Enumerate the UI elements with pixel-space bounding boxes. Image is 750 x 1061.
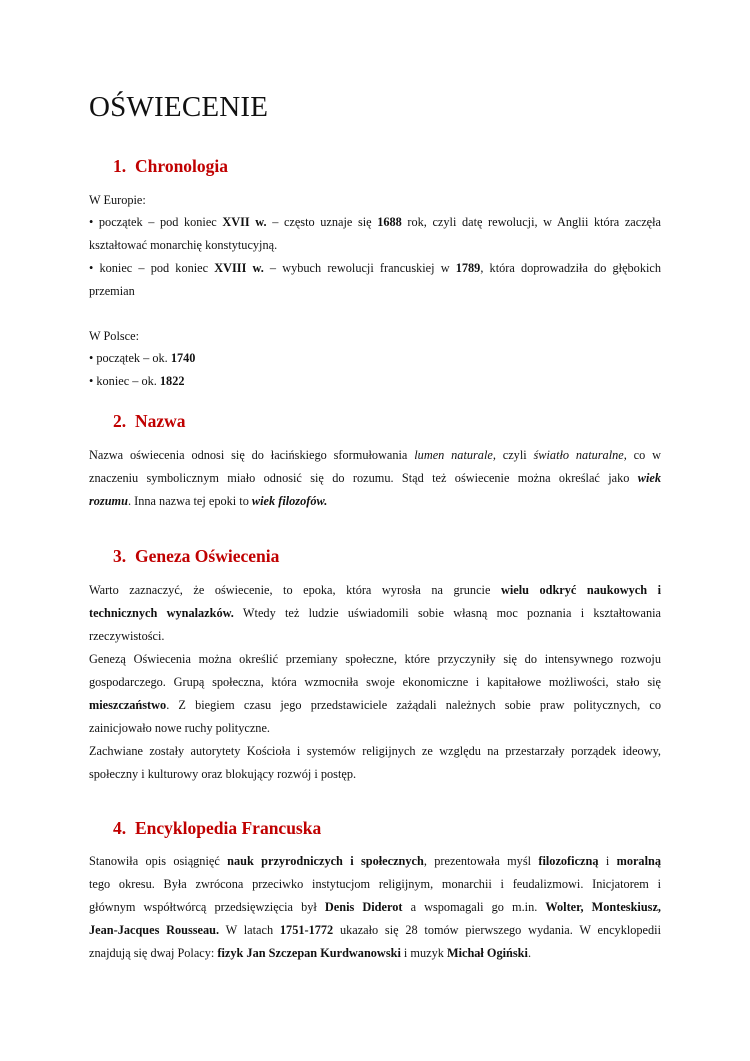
text: i muzyk	[400, 946, 447, 960]
section-title: Geneza Oświecenia	[135, 546, 280, 566]
bold-text: Denis Diderot	[324, 900, 403, 914]
paragraph-line	[89, 743, 661, 759]
section-title: Nazwa	[135, 411, 186, 431]
text: W latach	[219, 923, 280, 937]
section-heading-nazwa	[113, 409, 186, 433]
paragraph-line	[89, 470, 661, 486]
text: . Z biegiem czasu jego przedstawiciele zażądali należnych sobie praw politycznych, co	[166, 698, 661, 712]
text: znaczeniu symbolicznym miało odnosić się do rozumu. Stąd też oświecenie można określać jako	[89, 471, 638, 485]
paragraph-line	[89, 260, 661, 276]
section-number: 4.	[113, 818, 127, 838]
text: Zachwiane zostały autorytety Kościoła i systemów religijnych ze względu na przestarzały porządek ideowy,	[89, 744, 661, 758]
text: tego okresu. Była zwrócona przeciwko instytucjom religijnym, monarchii i feudalizmowi. Inicjatorem i	[89, 877, 661, 891]
text: Stanowiła opis osiągnięć	[89, 854, 228, 868]
paragraph-line	[89, 237, 661, 253]
text: • początek – ok.	[89, 351, 171, 365]
paragraph-line	[89, 605, 661, 621]
text: i	[598, 854, 617, 868]
section-title: Chronologia	[135, 156, 229, 176]
paragraph-line	[89, 283, 661, 299]
italic-text: światło naturalne,	[533, 448, 627, 462]
text: .	[527, 946, 532, 960]
paragraph-line	[89, 447, 661, 463]
bold-text: nauk przyrodniczych i społecznych	[227, 854, 424, 868]
paragraph-line	[89, 720, 661, 736]
paragraph-line	[89, 373, 661, 389]
paragraph-line	[89, 945, 661, 961]
bold-text: technicznych wynalazków.	[89, 606, 234, 620]
bold-text: 1688	[377, 215, 402, 229]
paragraph-line	[89, 493, 661, 509]
paragraph-line	[89, 628, 661, 644]
bold-text: 1740	[170, 351, 196, 365]
text: W Polsce:	[89, 329, 139, 343]
bold-italic-text: wiek	[637, 471, 661, 485]
text: , prezentowała myśl	[423, 854, 539, 868]
paragraph-line	[89, 922, 661, 938]
text: – wybuch rewolucji francuskiej w	[263, 261, 456, 275]
bold-text: 1789	[455, 261, 481, 275]
text: • koniec – ok.	[89, 374, 160, 388]
text: rok, czyli datę rewolucji, w Anglii która zaczęła	[401, 215, 662, 229]
bold-text: wielu odkryć naukowych i	[500, 583, 661, 597]
text: ukazało się 28 tomów pierwszego wydania. W encyklopedii	[333, 923, 661, 937]
text: , która doprowadziła do głębokich	[480, 261, 661, 275]
text: a wspomagali go m.in.	[402, 900, 546, 914]
bold-text: fizyk Jan Szczepan Kurdwanowski	[217, 946, 401, 960]
page-title: OŚWIECENIE	[89, 91, 269, 123]
text: Wtedy też ludzie uświadomili sobie własną moc poznania i kształtowania	[233, 606, 661, 620]
paragraph-line	[89, 697, 661, 713]
section-number: 3.	[113, 546, 127, 566]
text: – często uznaje się	[266, 215, 378, 229]
section-number: 1.	[113, 156, 127, 176]
paragraph-line	[89, 899, 661, 915]
bold-italic-text: wiek filozofów.	[251, 494, 328, 508]
text: czyli	[495, 448, 534, 462]
text: . Inna nazwa tej epoki to	[127, 494, 252, 508]
section-heading-encyklopedia	[113, 816, 321, 840]
section-heading-geneza	[113, 544, 279, 568]
section-heading-chronologia	[113, 154, 228, 178]
paragraph-line	[89, 350, 661, 366]
paragraph-line	[89, 214, 661, 230]
paragraph-line	[89, 192, 661, 208]
text: znajdują się dwaj Polacy:	[89, 946, 218, 960]
bold-text: Jean-Jacques Rousseau.	[89, 923, 220, 937]
bold-text: Michał Ogiński	[446, 946, 528, 960]
bold-italic-text: rozumu	[89, 494, 128, 508]
text: kształtować monarchię konstytucyjną.	[89, 238, 278, 252]
paragraph-line	[89, 766, 661, 782]
bold-text: moralną	[616, 854, 661, 868]
text: • koniec – pod koniec	[89, 261, 215, 275]
text: co w	[626, 448, 661, 462]
text: społeczny i kulturowy oraz blokujący rozwój i postęp.	[89, 767, 357, 781]
text: rzeczywistości.	[89, 629, 165, 643]
text: gospodarczego. Grupą społeczna, która wzmocniła swoje ekonomiczne i kapitałowe możliwości, stało się	[89, 675, 661, 689]
paragraph-line	[89, 328, 661, 344]
bold-text: 1822	[159, 374, 185, 388]
paragraph-line	[89, 853, 661, 869]
bold-text: filozoficzną	[538, 854, 599, 868]
paragraph-line	[89, 582, 661, 598]
paragraph-line	[89, 674, 661, 690]
text: Nazwa oświecenia odnosi się do łacińskiego sformułowania	[89, 448, 415, 462]
bold-text: XVIII w.	[214, 261, 264, 275]
bold-text: 1751-1772	[279, 923, 334, 937]
text: przemian	[89, 284, 135, 298]
paragraph-line	[89, 876, 661, 892]
text: Warto zaznaczyć, że oświecenie, to epoka, która wyrosła na gruncie	[89, 583, 501, 597]
text: • początek – pod koniec	[89, 215, 223, 229]
text: zainicjowało nowe ruchy polityczne.	[89, 721, 270, 735]
section-title: Encyklopedia Francuska	[135, 818, 322, 838]
bold-text: XVII w.	[222, 215, 267, 229]
text: W Europie:	[89, 193, 146, 207]
text: Genezą Oświecenia można określić przemiany społeczne, które przyczyniły się do intensywnego rozwoju	[89, 652, 661, 666]
section-number: 2.	[113, 411, 127, 431]
text: głównym współtwórcą przedsięwzięcia był	[89, 900, 325, 914]
bold-text: mieszczaństwo	[89, 698, 167, 712]
bold-text: Wolter, Monteskiusz,	[545, 900, 661, 914]
italic-text: lumen naturale,	[414, 448, 496, 462]
paragraph-line	[89, 651, 661, 667]
